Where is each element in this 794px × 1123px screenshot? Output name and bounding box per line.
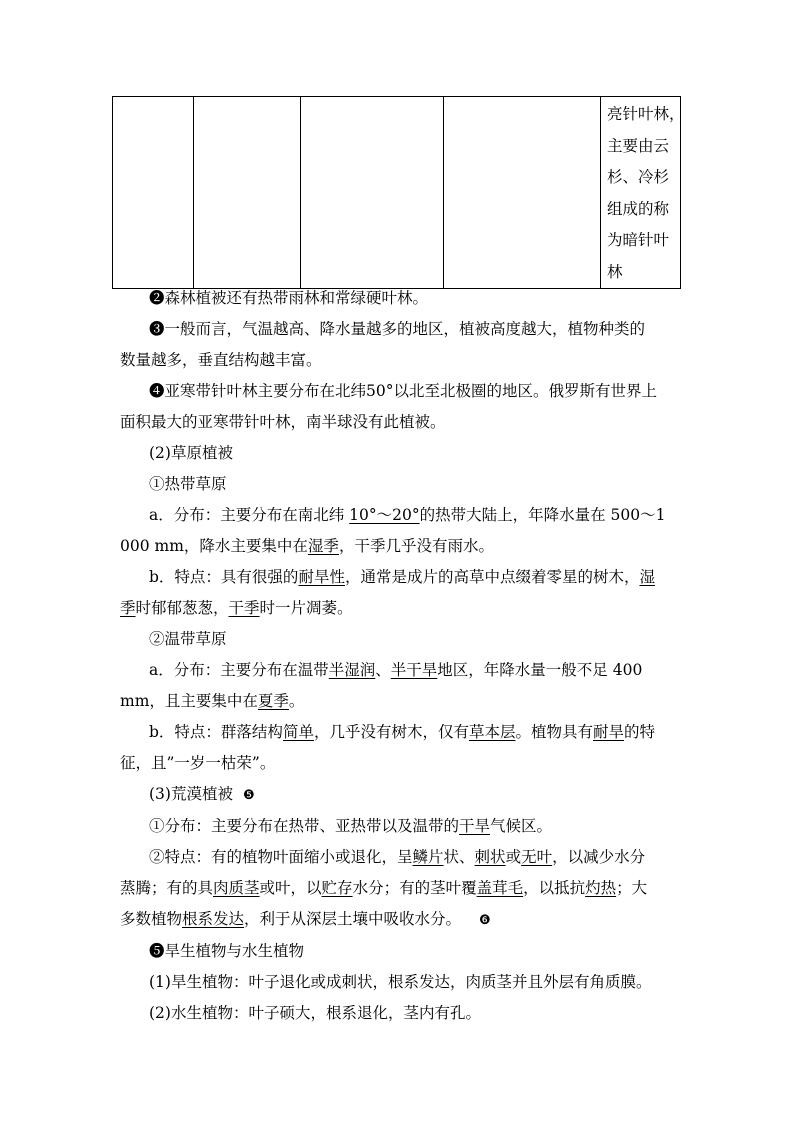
text: ，以抵抗 — [523, 879, 586, 897]
text: 的热带大陆上，年降水量在 500～1 — [419, 506, 666, 524]
fill-blank-answer: 鳞片 — [412, 848, 444, 866]
text: (3)荒漠植被 — [149, 785, 233, 803]
text: 或叶，以 — [259, 879, 322, 897]
note-3-line2: 数量越多，垂直结构越丰富。 — [120, 351, 322, 369]
tropical-feature-line2 — [120, 593, 690, 624]
table-cell-coniferous-text — [601, 97, 685, 289]
cell-line: 主要由云 — [607, 136, 670, 155]
fill-blank-answer: 夏季 — [257, 692, 289, 710]
fill-blank-answer: 草本层 — [468, 723, 516, 741]
cell-line: 为暗针叶 — [607, 231, 670, 249]
text: a．分布：主要分布在南北纬 — [149, 506, 350, 524]
text: 。植物具有 — [515, 723, 593, 741]
text: 地区，年降水量一般不足 400 — [437, 661, 643, 679]
fill-blank-answer: 10°～20° — [349, 506, 420, 524]
temperate-distribution-line2 — [120, 686, 690, 717]
note-4-line1: ❹亚寒带针叶林主要分布在北纬50°以北至北极圈的地区。俄罗斯有世界上 — [149, 382, 657, 400]
text: mm，且主要集中在 — [120, 692, 258, 710]
tropical-grassland-heading: ①热带草原 — [149, 475, 227, 493]
fill-blank-answer: 盖茸毛 — [476, 879, 524, 897]
note-5-line1: (1)旱生植物：叶子退化或成刺状，根系发达，肉质茎并且外层有角质膜。 — [149, 973, 652, 991]
fill-blank-answer: 贮存 — [321, 879, 353, 897]
table-cell-empty — [113, 97, 194, 289]
cell-line: 林 — [607, 262, 623, 281]
fill-blank-answer: 耐旱性 — [298, 568, 345, 586]
text: b．特点：具有很强的 — [149, 568, 299, 586]
text: 状、 — [443, 848, 475, 866]
text: ，干季几乎没有雨水。 — [338, 537, 494, 555]
note-5-line2: (2)水生植物：叶子硕大，根系退化，茎内有孔。 — [149, 1004, 481, 1022]
text: 。 — [288, 692, 305, 710]
desert-heading — [120, 779, 690, 811]
text: ，几乎没有树木，仅有 — [313, 723, 469, 741]
fill-blank-answer: 灼热 — [585, 879, 617, 897]
text: ②特点：有的植物叶面缩小或退化，呈 — [149, 848, 413, 866]
text: 水分；有的茎叶覆 — [352, 879, 477, 897]
fill-blank-answer: 湿 — [639, 568, 655, 586]
fill-blank-answer: 干季 — [228, 599, 260, 617]
table-cell-empty — [444, 97, 601, 289]
text: 蒸腾；有的具 — [120, 879, 214, 897]
desert-distribution — [120, 811, 690, 842]
temperate-feature-line2: 征，且”一岁一枯荣”。 — [120, 754, 276, 772]
note-4-line2: 面积最大的亚寒带针叶林，南半球没有此植被。 — [120, 413, 446, 431]
fill-blank-answer: 湿季 — [307, 537, 339, 555]
fill-blank-answer: 半湿润 — [328, 661, 376, 679]
fill-blank-answer: 季 — [120, 599, 136, 617]
grassland-heading: (2)草原植被 — [149, 444, 233, 462]
tropical-distribution-line2 — [120, 531, 690, 562]
text: b．特点：群落结构 — [149, 723, 283, 741]
desert-feature-line1 — [120, 842, 690, 873]
fill-blank-answer: 肉质茎 — [213, 879, 260, 897]
fill-blank-answer: 简单 — [282, 723, 314, 741]
text: 多数植物 — [120, 910, 183, 928]
vegetation-table-fragment — [112, 96, 685, 289]
fill-blank-answer: 干旱 — [459, 817, 491, 835]
text: ①分布：主要分布在热带、亚热带以及温带的 — [149, 817, 460, 835]
tropical-feature-line1 — [120, 562, 690, 593]
note-3-line1: ❸一般而言，气温越高、降水量越多的地区，植被高度越大，植物种类的 — [149, 320, 646, 338]
fill-blank-answer: 根系发达 — [182, 910, 245, 928]
fill-blank-answer: 半干旱 — [390, 661, 438, 679]
note-marker-5: ❺ — [242, 788, 255, 803]
text: 的特 — [624, 723, 656, 741]
temperate-grassland-heading: ②温带草原 — [149, 630, 227, 648]
fill-blank-answer: 无叶 — [521, 848, 553, 866]
cell-line: 亮针叶林， — [607, 105, 685, 123]
text: 时郁郁葱葱， — [135, 599, 229, 617]
cell-line: 组成的称 — [607, 199, 670, 218]
fill-blank-answer: 耐旱 — [593, 723, 625, 741]
desert-feature-line3 — [120, 904, 690, 936]
tropical-distribution-line1 — [120, 500, 690, 531]
text: 000 mm，降水主要集中在 — [120, 537, 308, 555]
text: ，通常是成片的高草中点缀着零星的树木， — [344, 568, 640, 586]
text: ；大 — [616, 879, 648, 897]
cell-line: 杉、冷杉 — [607, 168, 670, 186]
document-body — [120, 283, 690, 1029]
table-cell-empty — [301, 97, 444, 289]
text: ，以减少水分 — [552, 848, 646, 866]
text: 、 — [375, 661, 391, 679]
desert-feature-line2 — [120, 873, 690, 904]
text: 气候区。 — [490, 817, 553, 835]
note-2: ❷森林植被还有热带雨林和常绿硬叶林。 — [149, 289, 429, 307]
table-cell-empty — [194, 97, 301, 289]
text: ，利于从深层土壤中吸收水分。 — [244, 910, 462, 928]
text: a．分布：主要分布在温带 — [149, 661, 329, 679]
temperate-distribution-line1 — [120, 655, 690, 686]
text: 或 — [505, 848, 522, 866]
temperate-feature-line1 — [120, 717, 690, 748]
fill-blank-answer: 刺状 — [474, 848, 506, 866]
note-5-heading: ❺旱生植物与水生植物 — [149, 942, 305, 960]
text: 时一片凋萎。 — [259, 599, 353, 617]
note-marker-6: ❻ — [479, 913, 491, 928]
